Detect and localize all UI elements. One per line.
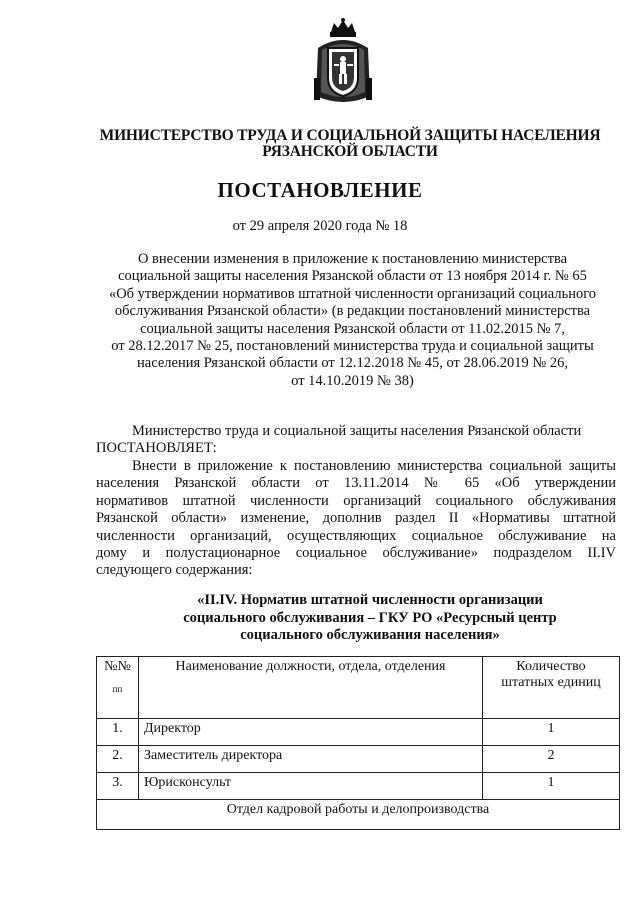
ministry-name-line1: МИНИСТЕРСТВО ТРУДА И СОЦИАЛЬНОЙ ЗАЩИТЫ НАСЕЛЕНИЯ xyxy=(99,127,601,144)
section-heading-line: «II.IV. Норматив штатной численности организации xyxy=(197,592,543,608)
subject-line: населения Рязанской области от 12.12.2018 № 45, от 28.06.2019 № 26, xyxy=(137,355,568,372)
table-section-row xyxy=(97,800,620,830)
header-quantity-line1: Количество xyxy=(516,659,586,674)
section-heading xyxy=(120,592,620,645)
row-quantity: 2 xyxy=(483,746,620,773)
row-position: Юрисконсульт xyxy=(139,773,483,800)
decree-line: дому и полустационарное социальное обслуживание» подразделом II.IV xyxy=(96,545,616,562)
document-title: ПОСТАНОВЛЕНИЕ xyxy=(217,178,423,202)
row-position: Заместитель директора xyxy=(139,746,483,773)
ministry-name-line2: РЯЗАНСКОЙ ОБЛАСТИ xyxy=(262,143,438,160)
header-quantity xyxy=(483,657,620,719)
subject-line: от 28.12.2017 № 25, постановлений министерства труда и социальной защиты xyxy=(111,338,594,355)
decree-line: населения Рязанской области от 13.11.2014 № 65 «Об утверждении xyxy=(96,475,616,492)
staff-table xyxy=(96,656,620,830)
table-row xyxy=(97,746,620,773)
ministry-name xyxy=(60,128,640,160)
decree-line: Внести в приложение к постановлению министерства социальной защиты xyxy=(132,458,616,474)
row-quantity: 1 xyxy=(483,773,620,800)
subject-line: обслуживания Рязанской области» (в редакции постановлений министерства xyxy=(114,303,591,320)
table-header-row xyxy=(97,657,620,719)
subject-line: О внесении изменения в приложение к постановлению министерства xyxy=(137,251,568,267)
subject-line: «Об утверждении нормативов штатной численности организаций социального xyxy=(108,285,597,302)
document-subject xyxy=(90,251,615,390)
intro-line: Министерство труда и социальной защиты населения Рязанской области xyxy=(132,423,582,439)
decree-paragraph xyxy=(96,458,616,580)
section-heading-line: социального обслуживания населения» xyxy=(240,627,500,643)
row-number: 3. xyxy=(97,773,139,800)
subject-line: социальной защиты населения Рязанской области от 13 ноября 2014 г. № 65 xyxy=(118,268,587,285)
section-heading-line: социального обслуживания – ГКУ РО «Ресурсный центр xyxy=(183,609,557,626)
document-date-number: от 29 апреля 2020 года № 18 xyxy=(232,218,408,234)
row-number: 1. xyxy=(97,719,139,746)
header-quantity-line2: штатных единиц xyxy=(501,675,601,690)
row-quantity: 1 xyxy=(483,719,620,746)
row-number: 2. xyxy=(97,746,139,773)
header-number xyxy=(97,657,139,719)
intro-paragraph xyxy=(96,423,616,458)
subject-line: социальной защиты населения Рязанской области от 11.02.2015 № 7, xyxy=(140,320,565,337)
table-row xyxy=(97,773,620,800)
row-position: Директор xyxy=(139,719,483,746)
header-number-label: №№ xyxy=(104,659,131,674)
decree-line: Рязанской области» изменение, дополнив раздел II «Нормативы штатной xyxy=(96,510,616,527)
decree-line: нормативов штатной численности организаций социального обслуживания xyxy=(96,492,616,509)
decree-line: численности организаций, осуществляющих социальное обслуживание на xyxy=(96,527,616,544)
table-row xyxy=(97,719,620,746)
section-row-title: Отдел кадровой работы и делопроизводства xyxy=(97,800,620,830)
header-name: Наименование должности, отдела, отделения xyxy=(139,657,483,719)
intro-decree-word: ПОСТАНОВЛЯЕТ: xyxy=(96,440,217,457)
coat-of-arms-icon xyxy=(312,18,374,108)
decree-line: следующего содержания: xyxy=(96,562,253,579)
header-number-sub: пп xyxy=(112,684,123,694)
subject-line: от 14.10.2019 № 38) xyxy=(291,372,414,389)
